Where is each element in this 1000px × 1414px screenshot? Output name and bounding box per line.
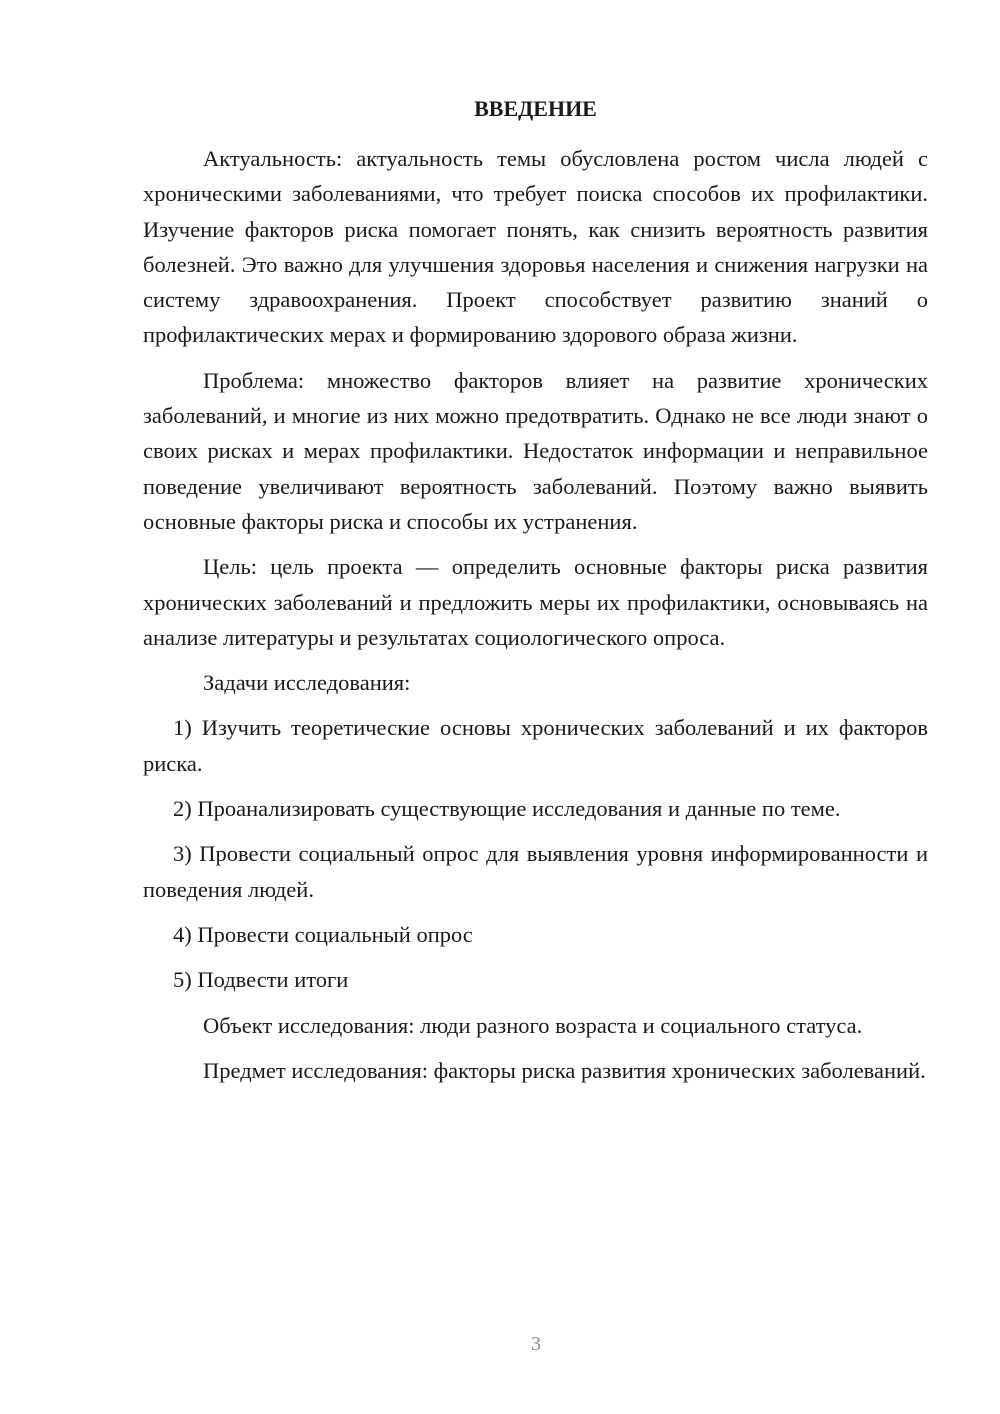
subject-paragraph: Предмет исследования: факторы риска развития хронических заболеваний.	[203, 1057, 926, 1083]
task-item-1: 1) Изучить теоретические основы хронических заболеваний и их факторов риска.	[143, 715, 928, 776]
task-item-4: 4) Провести социальный опрос	[173, 921, 473, 947]
problem-paragraph: Проблема: множество факторов влияет на развитие хронических заболеваний, и многие из них можно предотвратить. Однако не все люди знают о своих рисках и мерах профилактики. Недостаток информации и неправильное поведение увеличивают вероятность заболеваний. Поэтому важно выявить основные факторы риска и способы их устранения.	[143, 367, 928, 534]
relevance-paragraph: Актуальность: актуальность темы обусловлена ростом числа людей с хроническими заболеваниями, что требует поиска способов их профилактики. Изучение факторов риска помогает понять, как снизить вероятность развития болезней. Это важно для улучшения здоровья населения и снижения нагрузки на систему здравоохранения. Проект способствует развитию знаний о профилактических мерах и формированию здорового образа жизни.	[143, 146, 928, 348]
task-item-3: 3) Провести социальный опрос для выявления уровня информированности и поведения людей.	[143, 841, 928, 902]
object-paragraph: Объект исследования: люди разного возраста и социального статуса.	[203, 1012, 863, 1038]
task-item-5: 5) Подвести итоги	[173, 967, 349, 993]
tasks-title: Задачи исследования:	[203, 670, 411, 696]
goal-paragraph: Цель: цель проекта — определить основные факторы риска развития хронических заболеваний и предложить меры их профилактики, основываясь на анализе литературы и результатах социологического опроса.	[143, 554, 928, 650]
task-item-2: 2) Проанализировать существующие исследования и данные по теме.	[173, 796, 841, 822]
section-heading: ВВЕДЕНИЕ	[474, 96, 597, 121]
page-number: 3	[531, 1333, 541, 1355]
page-content	[143, 93, 928, 1098]
